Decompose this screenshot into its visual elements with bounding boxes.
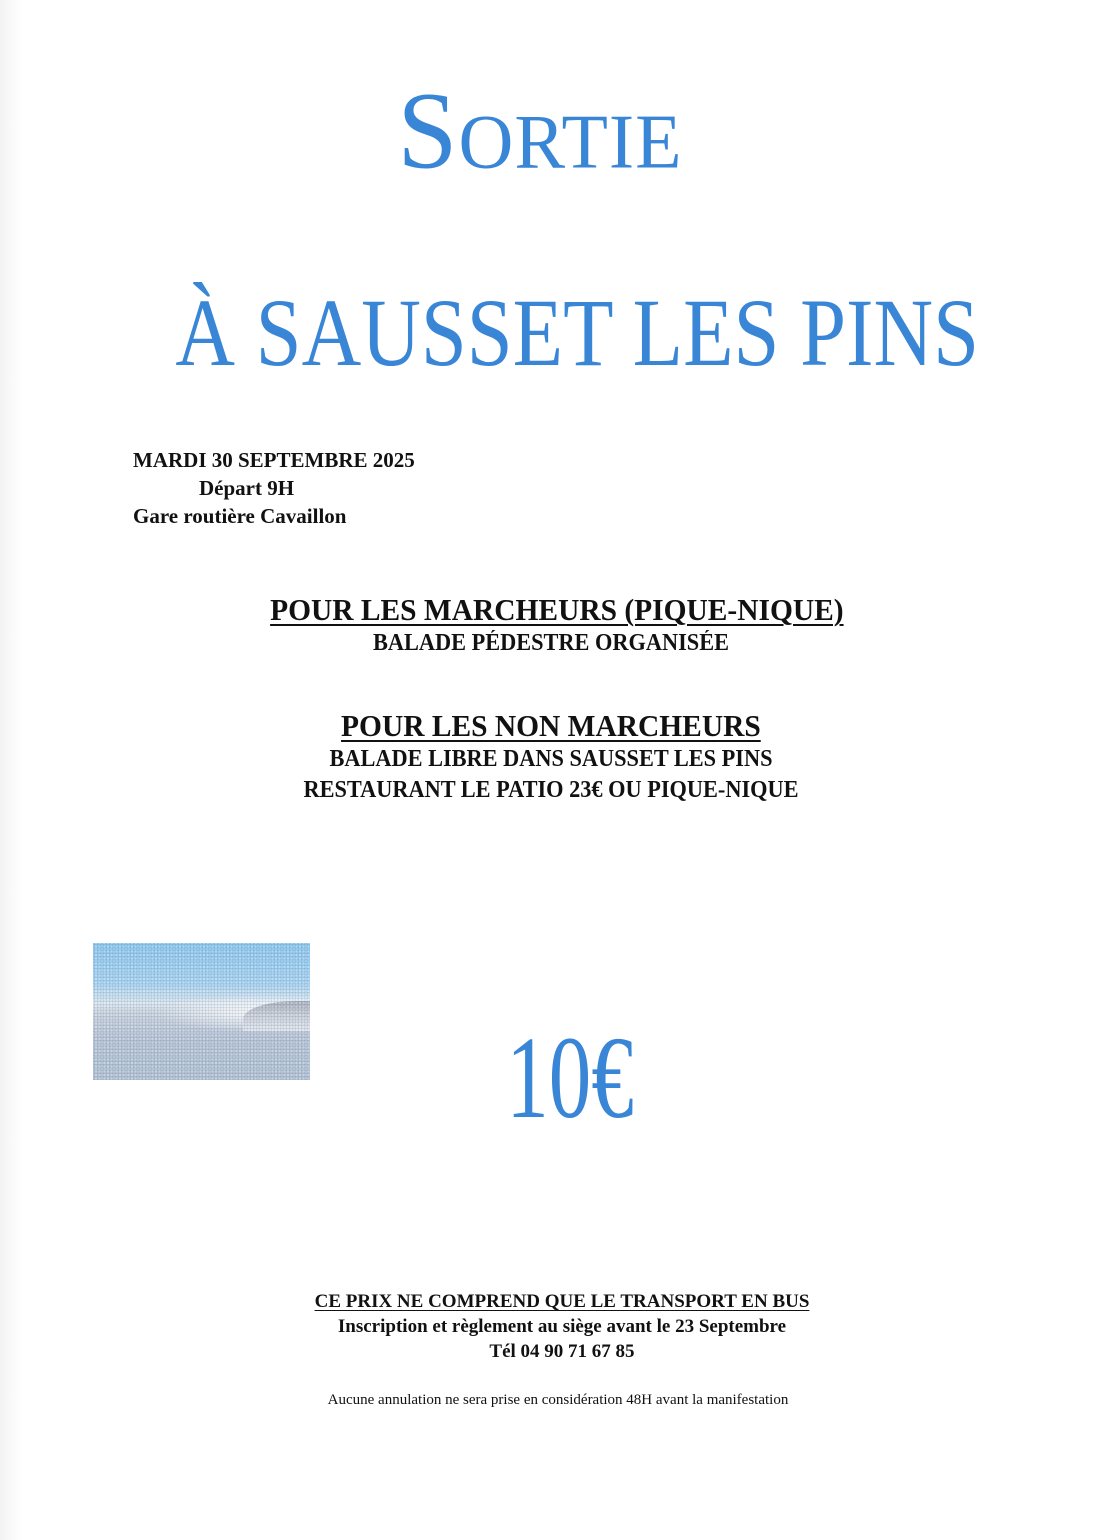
title-destination-text: À SAUSSET LES PINS (175, 279, 980, 386)
registration-note: Inscription et règlement au siège avant le 23 Septembre (337, 1316, 787, 1337)
event-date: MARDI 30 SEPTEMBRE 2025 (133, 448, 415, 472)
footer-block (0, 1290, 1102, 1364)
trip-price (505, 1012, 635, 1143)
event-meeting-point: Gare routière Cavaillon (133, 504, 347, 528)
walkers-section (0, 592, 1102, 659)
cancellation-disclaimer (0, 1390, 1102, 1410)
title-sortie (340, 71, 740, 193)
walkers-heading: POUR LES MARCHEURS (PIQUE-NIQUE) (270, 592, 844, 627)
title-destination (175, 278, 980, 388)
seaside-photo (93, 943, 310, 1080)
non-walkers-section (0, 708, 1102, 806)
trip-price-text: 10€ (506, 1012, 634, 1143)
non-walkers-heading: POUR LES NON MARCHEURS (341, 708, 761, 743)
price-note-heading: CE PRIX NE COMPREND QUE LE TRANSPORT EN BUS (314, 1291, 810, 1312)
phone-number: Tél 04 90 71 67 85 (489, 1341, 635, 1362)
photo-grain-overlay (93, 943, 310, 1080)
event-info (133, 446, 415, 530)
title-sortie-text: Sortie (397, 70, 683, 193)
event-departure-time: Départ 9H (199, 476, 295, 500)
walkers-activity: BALADE PÉDESTRE ORGANISÉE (373, 630, 729, 656)
cancellation-disclaimer-text: Aucune annulation ne sera prise en considération 48H avant la manifestation (327, 1392, 789, 1408)
non-walkers-lunch-options: RESTAURANT LE PATIO 23€ OU PIQUE-NIQUE (303, 777, 799, 803)
non-walkers-activity: BALADE LIBRE DANS SAUSSET LES PINS (329, 746, 773, 772)
